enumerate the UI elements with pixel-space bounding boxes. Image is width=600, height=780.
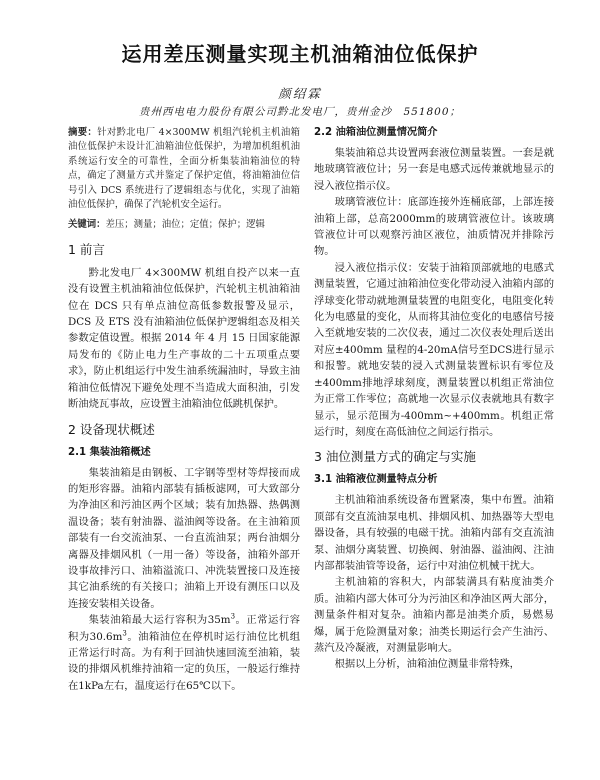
author-name: 颜绍霖 — [278, 86, 322, 101]
paper-title: 运用差压测量实现主机油箱油位低保护 — [121, 42, 479, 66]
text-span: 。正常运行容积为30.6m — [68, 614, 300, 643]
text-span: 集装油箱最大运行容积为35m — [88, 614, 231, 627]
subsection-heading-2-1: 2.1 集装油箱概述 — [68, 446, 151, 458]
subsection-heading-3-1: 3.1 油箱液位测量特点分析 — [314, 474, 438, 486]
paragraph-2-2-c: 浸入液位指示仪：安装于油箱顶部就地的电感式测量装置，它通过油箱油位变化带动浸入油箱内部的浮球变化带动就地测量装置的电阻变化，电阻变化转化为电感量的变化，从而将其油位变化的电感信号接入至就地安装的二次仪表，通过二次仪表处理后送出对应±400mm 量程的4-20mA信号至DCS进行显示和报警。就地安装的浸入式测量装置标识有零位及±400mm排地浮球刻度，测量装置以机组正常油位为正常工作零位；高就地一次显示仪表就地具有数字显示，显示范围为-400mm~+400mm。机组正常运行时，刻度在高低油位之间运行指示。 — [314, 261, 554, 438]
paragraph-2-2-b: 玻璃管液位计：底部连接外连桶底部，上部连接油箱上部，总高2000mm的玻璃管液位计。该玻璃管液位计可以观察污油区液位，油质情况并排除污物。 — [314, 196, 554, 258]
paragraph-2-2-a: 集装油箱总共设置两套液位测量装置。一套是就地玻璃管液位计；另一套是电感式远传兼就地显示的浸入液位指示仪。 — [314, 147, 554, 192]
keywords — [68, 218, 300, 232]
abstract-label: 摘要： — [68, 127, 98, 138]
paragraph-3-1-c: 根据以上分析，油箱油位测量非常特殊， — [334, 658, 520, 671]
author-affiliation: 贵州西电电力股份有限公司黔北发电厂，贵州金沙 551800； — [138, 106, 462, 118]
subsection-heading-2-2: 2.2 油箱油位测量情况简介 — [314, 127, 438, 138]
paragraph-2-1-a: 集装油箱是由钢板、工字钢等型材等焊接而成的矩形容器。油箱内部装有插板滤网，可大致部分为净油区和污油区两个区域；装有加热器、热偶测温设备；装有射油器、溢油阀等设备。在主油箱顶部装有一台交流油泵、一台直流油泵；两台油烟分离器及排烟风机（一用一备）等设备，油箱外部开设事故排污口、油箱溢流口、冲洗装置接口及连接其它油系统的有关接口；油箱上开设有测压口以及连接安装相关设备。 — [68, 466, 300, 610]
right-column — [314, 126, 554, 673]
keywords-label: 关键词： — [68, 219, 106, 231]
paragraph-3-1-b: 主机油箱的容积大，内部装满具有粘度油类介质。油箱内部大体可分为污油区和净油区两大部分，测量条件相对复杂。油箱内都是油类介质，易燃易爆，属于危险测量对象；油类长期运行会产生油污、蒸汽及冷凝液，对测量影响大。 — [314, 576, 554, 654]
paragraph-intro: 黔北发电厂 4×300MW 机组自投产以来一直没有设置主机油箱油位低保护，汽轮机主机油箱油位在 DCS 只有单点油位高低参数报警及显示，DCS 及 ETS 没有油箱油位低保护逻辑组态及相关参数定值设置。根据 2014 年 4 月 15 日国家能源局发布的《防止电力生产事故的二十五项重点要求》，防止机组运行中发生油系统漏油时，导致主油箱油位低情况下避免处理不当造成大面积油，引发断油烧瓦事故，应设置主油箱油位低跳机保护。 — [68, 266, 300, 411]
section-heading-2: 2 设备现状概述 — [68, 421, 155, 437]
abstract-text: 针对黔北电厂 4×300MW 机组汽轮机主机油箱油位低保护未设计汇油箱油位低保护，为增加机组机油系统运行安全的可靠性，全面分析集装油箱油位的特点，确定了测量方式并鉴定了保护定值，将油箱油位信号引入 DCS 系统进行了逻辑组态与优化，实现了油箱油位低保护，确保了汽轮机安全运行。 — [68, 127, 300, 211]
section-heading-3: 3 油位测量方式的确定与实施 — [314, 449, 476, 465]
superscript: 3 — [230, 612, 236, 621]
paragraph-2-1-b — [68, 612, 300, 694]
paragraph-3-1-a: 主机油箱油系统设备布置紧凑，集中布置。油箱顶部有交直流油泵电机、排烟风机、加热器等大型电器设备，具有较强的电磁干扰。油箱内部有交直流油泵、油烟分离装置、切换阀、射油器、溢油阀、注油内部都装油管等设备，运行中对油位机械干扰大。 — [314, 494, 554, 572]
left-column — [68, 126, 300, 694]
section-heading-1: 1 前言 — [68, 241, 105, 257]
superscript: 3 — [122, 629, 127, 638]
abstract — [68, 126, 300, 212]
keywords-text: 差压；测量；油位；定值；保护；逻辑 — [105, 219, 265, 231]
text-span: 。油箱油位在停机时运行油位比机组正常运行时高。为有利于回油快速回流至油箱，装设的排烟风机维持油箱一定的负压，一般运行维持在1kPa左右，温度运行在65℃以下。 — [68, 630, 300, 692]
